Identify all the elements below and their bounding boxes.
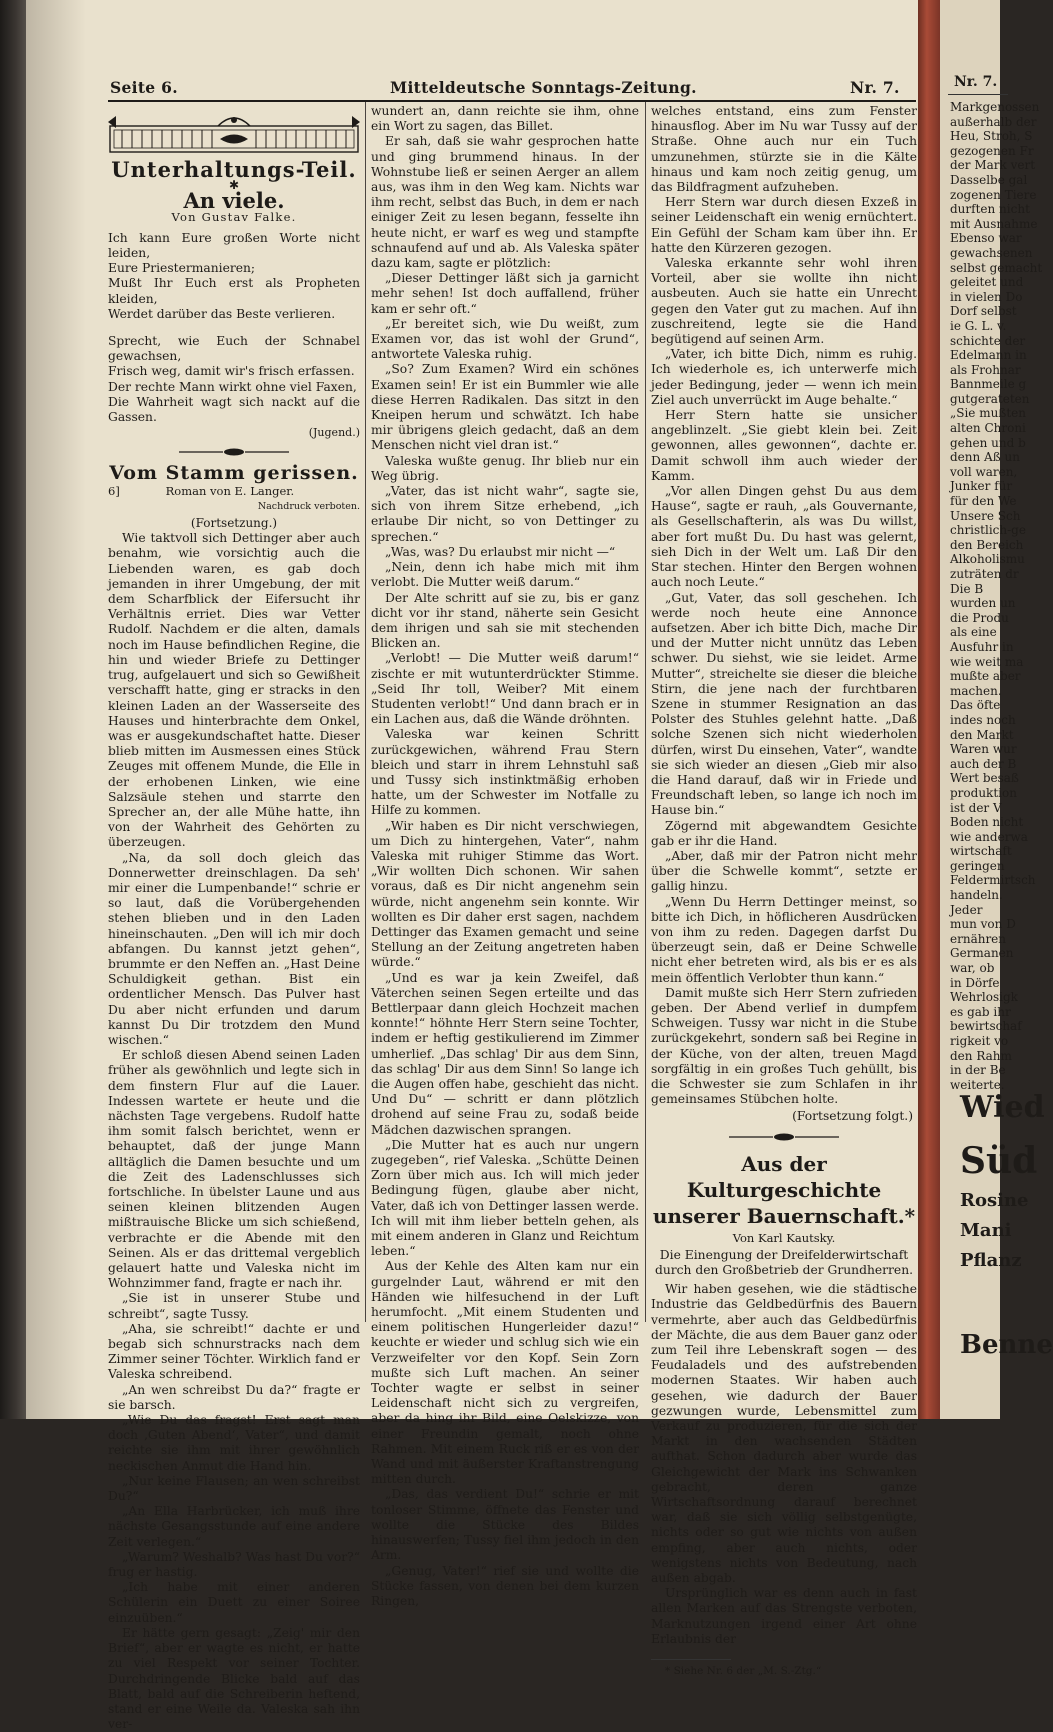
paragraph: „Vater, ich bitte Dich, nimm es ruhig. Ich wiederhole es, ich unterwerfe mich jeder Bedingung, jeder — wenn ich mein Ziel auch unverrückt im Auge behalte.“ bbox=[651, 347, 917, 407]
next-page-line: alten Chroni bbox=[950, 421, 1026, 436]
next-page-line: bewirtschaf bbox=[950, 1019, 1022, 1034]
poem-line: Mußt Ihr Euch erst als Propheten kleiden, bbox=[108, 276, 360, 306]
paragraph: „Vater, das ist nicht wahr“, sagte sie, sich von ihrem Sitze erhebend, „ich erlaube Dir nicht, so von Dettinger zu sprechen.“ bbox=[371, 484, 639, 544]
article-body bbox=[651, 1282, 917, 1647]
poem-stanza bbox=[108, 334, 360, 425]
next-page-line: als Frohnar bbox=[950, 362, 1021, 377]
novel-title: Vom Stamm gerissen. bbox=[109, 462, 359, 485]
next-page-line: ist der V bbox=[950, 800, 1002, 815]
novel-body-col3 bbox=[651, 104, 917, 1107]
next-page-line: Boden nicht bbox=[950, 815, 1024, 830]
next-page-line: ie G. L. v. bbox=[950, 318, 1007, 333]
next-page-line: Bannmeile g bbox=[950, 377, 1027, 392]
next-page-line: den Rahm bbox=[950, 1048, 1012, 1063]
paragraph: wundert an, dann reichte sie ihm, ohne ein Wort zu sagen, das Billet. bbox=[371, 104, 639, 134]
paragraph: „An wen schreibst Du da?“ fragte er sie barsch. bbox=[108, 1382, 360, 1412]
next-page-line: in Dörfe bbox=[950, 975, 1000, 990]
novel-body-col2 bbox=[371, 104, 639, 1609]
paragraph: Er sah, daß sie wahr gesprochen hatte und ging brummend hinaus. In der Wohnstube ließ er seinen Aerger an allem aus, was ihm in den Weg kam. Nichts war ihm recht, selbst das Buch, in dem er nach einiger Zeit zu lesen begann, fesselte ihn heute nicht, er warf es weg und stampfte schnaufend auf und ab. Als Valeska später dazu kam, sagte er plötzlich: bbox=[371, 134, 639, 271]
next-page-line: Heu, Stroh, S bbox=[950, 129, 1033, 144]
novel-byline bbox=[108, 484, 360, 499]
paragraph: „Was, was? Du erlaubst mir nicht —“ bbox=[385, 544, 616, 559]
next-page-line: schichte der bbox=[950, 333, 1026, 348]
paragraph: Aus der Kehle des Alten kam nur ein gurgelnder Laut, während er mit den Händen wie hilfesuchend in der Luft herumfocht. „Mit einem Studenten und einem politischen Hungerleider dazu!“ keuchte er wieder und schlug sich wie ein Verzweifelter vor den Kopf. Sein Zorn mußte sich Luft machen. An seiner Tochter wagte er selbst in seiner Leidenschaft nicht sich zu vergreifen, aber da hing ihr Bild, eine Oelskizze, von einer Freundin gemalt, noch ohne Rahmen. Mit einem Ruck riß er es von der Wand und mit äußerster Kraftanstrengung mitten durch. bbox=[371, 1259, 639, 1487]
next-page-ad-line: Mani bbox=[960, 1220, 1012, 1241]
next-page-line: produktion bbox=[950, 785, 1017, 800]
next-page-line: ernähren bbox=[950, 931, 1007, 946]
paragraph: „Sie ist in unserer Stube und schreibt“, sagte Tussy. bbox=[108, 1291, 360, 1321]
paragraph: Valeska erkannte sehr wohl ihren Vorteil, aber sie wollte ihn nicht ausbeuten. Auch sie hatte ein Unrecht gegen den Vater gut zu machen. Auf ihn zuschreitend, legte sie die Hand begütigend auf seinen Arm. bbox=[651, 256, 917, 347]
paragraph: Damit mußte sich Herr Stern zufrieden geben. Der Abend verlief in dumpfem Schweigen. Tussy war nicht in die Stube zurückgekehrt, sondern saß bei Regine in der Küche, von der alten, treuen Magd sorgfältig in ein großes Tuch gehüllt, bis die Schwester sie zum Schlafen in ihr gemeinsames Stübchen holte. bbox=[651, 985, 917, 1107]
page-number: Seite 6. bbox=[110, 78, 178, 97]
paragraph: „Warum? Weshalb? Was hast Du vor?“ frug er hastig. bbox=[108, 1549, 360, 1580]
section-title: Unterhaltungs-Teil. bbox=[111, 157, 357, 182]
article-subtitle: Die Einengung der Dreifelderwirtschaft durch den Großbetrieb der Grundherren. bbox=[654, 1247, 914, 1278]
paragraph: „Ich habe mit einer anderen Schülerin ein Duett zu einer Soiree einzuüben.“ bbox=[108, 1580, 360, 1625]
page-edge-strip bbox=[918, 0, 940, 1419]
next-page-line: zuträten dr bbox=[950, 567, 1019, 581]
paragraph: Ursprünglich war es denn auch in fast allen Marken auf das Strengste verboten, Marknutzungen irgend einer Art ohne Erlaubnis der bbox=[651, 1586, 917, 1646]
next-page-line: Ausfuhr in bbox=[950, 639, 1014, 654]
divider-ornament bbox=[729, 1133, 839, 1141]
next-page-line: handeln. bbox=[950, 888, 1003, 903]
continuation-label: (Fortsetzung.) bbox=[190, 516, 278, 531]
next-page-line: Germanen bbox=[950, 946, 1014, 961]
next-page-line: Die B bbox=[950, 581, 984, 596]
paragraph: „Verlobt! — Die Mutter weiß darum!“ zischte er mit wutunterdrückter Stimme. „Seid Ihr toll, Weiber? Mit einem Studenten verlobt!“ Und dann brach er in ein Lachen aus, daß die Wände dröhnten. bbox=[371, 651, 639, 727]
next-page-line: Markgenossen bbox=[950, 100, 1040, 114]
next-page-line: als eine bbox=[950, 625, 997, 640]
next-page-line: Wert besaß bbox=[950, 771, 1019, 786]
next-page-line: geringen bbox=[950, 858, 1005, 873]
installment-number: 6] bbox=[108, 483, 120, 498]
next-page-line: gezogenen Fr bbox=[950, 143, 1034, 158]
star-divider: ✱ bbox=[228, 178, 240, 193]
masthead-title: Mitteldeutsche Sonntags-Zeitung. bbox=[390, 78, 697, 97]
to-be-continued: (Fortsetzung folgt.) bbox=[792, 1109, 913, 1124]
next-page-line: den Markt bbox=[950, 727, 1014, 742]
paragraph: Zögernd mit abgewandtem Gesichte gab er ihr die Hand. bbox=[651, 818, 917, 848]
novel-author: Roman von E. Langer. bbox=[165, 483, 295, 498]
paragraph: „Nein, denn ich habe mich mit ihm verlobt. Die Mutter weiß darum.“ bbox=[371, 560, 639, 590]
next-page-line: geleitet und bbox=[950, 275, 1024, 290]
paragraph: „Aha, sie schreibt!“ dachte er und begab sich schnurstracks nach dem Zimmer seiner Töchter. Wirklich fand er Valeska schreibend. bbox=[108, 1321, 360, 1382]
paragraph: „Genug, Vater!“ rief sie und wollte die Stücke fassen, von denen bei dem kurzen Ringen, bbox=[371, 1563, 639, 1608]
next-page-line: zogenen Tiere bbox=[950, 187, 1037, 202]
next-page-line: „Sie mußten bbox=[950, 406, 1026, 421]
next-page-line: Feldermirtsch bbox=[950, 873, 1036, 888]
next-page-line: mun von D bbox=[950, 917, 1016, 932]
next-page-line: durften nicht bbox=[950, 202, 1030, 217]
paragraph: „Gut, Vater, das soll geschehen. Ich werde noch heute eine Annonce aufsetzen. Aber ich bitte Dich, mache Dir und der Mutter nicht unnütz das Leben schwer. Du siehst, wie sie leidet. Arme Mutter“, streichelte sie dieser die bleiche Stirn, die jene nach der furchtbaren Szene in stummer Resignation an das Polster des Stuhles gelehnt hatte. „Daß solche Szenen sich nicht wiederholen dürfen, wirst Du einsehen, Vater“, wandte sie sich wieder an diesen „Gieb mir also die Hand darauf, daß wir in Friede und Freundschaft leben, so lange ich noch im Hause bin.“ bbox=[651, 590, 917, 818]
poem-line: Eure Priestermanieren; bbox=[108, 261, 256, 276]
next-page-line: die Produ bbox=[950, 610, 1009, 625]
next-page-line: außerhalb der bbox=[950, 114, 1037, 129]
next-page-line: Dorf selbst bbox=[950, 304, 1017, 319]
poem-line: Frisch weg, damit wir's frisch erfassen. bbox=[108, 364, 355, 379]
reprint-notice: Nachdruck verboten. bbox=[257, 500, 360, 512]
paragraph: Er schloß diesen Abend seinen Laden früher als gewöhnlich und legte sich in dem finstern Flur auf die Lauer. Indessen wartete er heute und die nächsten Tage vergebens. Rudolf hatte ihm somit falsch berichtet, wenn er behauptet, daß der junge Mann alltäglich die Damen besuchte und um die Zeit des Ladenschlusses sich fortschliche. In übelster Laune und aus seinen kleinen blitzenden Augen mißtrauische Blicke um sich schießend, verbrachte er die Abende mit den Seinen. Als er das drittemal vergeblich gelauert hatte und Valeska nicht im Wohnzimmer fand, fragte er nach ihr. bbox=[108, 1048, 360, 1291]
column-1 bbox=[108, 104, 360, 1732]
paragraph: „Und es war ja kein Zweifel, daß Väterchen seinen Segen erteilte und das Bettlerpaar dann gleich Hochzeit machen konnte!“ höhnte Herr Stern seine Tochter, indem er heftig gestikulierend im Zimmer umherlief. „Das schlag' Dir aus dem Sinn, das schlag' Dir aus dem Sinn! So lange ich die Augen offen habe, geschieht das nicht. Und Du“ — schritt er dann plötzlich drohend auf seine Frau zu, sodaß beide Mädchen dazwischen sprangen. bbox=[371, 970, 639, 1137]
paragraph: „Er bereitet sich, wie Du weißt, zum Examen vor, das ist wohl der Grund“, antwortete Valeska ruhig. bbox=[371, 316, 639, 362]
poem-line: Werdet darüber das Beste verlieren. bbox=[108, 306, 336, 321]
paragraph: Der Alte schritt auf sie zu, bis er ganz dicht vor ihr stand, näherte sein Gesicht dem ihrigen und sah sie mit stechenden Blicken an. bbox=[371, 590, 639, 651]
next-page-fragment bbox=[940, 0, 1053, 1419]
paragraph: „Wie Du das fragst! Erst sagt man doch ‚Guten Abend‘, Vater“, und damit reichte sie ihm mit ihrer gewöhnlich neckischen Anmut die Hand hin. bbox=[108, 1413, 360, 1473]
poem-line: Ich kann Eure großen Worte nicht leiden, bbox=[108, 230, 360, 261]
paragraph: „Das, das verdient Du!“ schrie er mit tonloser Stimme, öffnete das Fenster und wollte die Stücke des Bildes hinauswerfen; Tussy fiel ihm jedoch in den Arm. bbox=[371, 1487, 639, 1563]
next-page-line: war, ob bbox=[950, 961, 995, 976]
next-page-line: Jeder bbox=[950, 902, 983, 917]
next-page-line: Waren wur bbox=[950, 742, 1017, 757]
next-page-line: christlich-ge bbox=[950, 523, 1026, 538]
next-page-line: gehen und b bbox=[950, 435, 1026, 450]
next-page-line: rigkeit vo bbox=[950, 1034, 1009, 1048]
divider-ornament bbox=[179, 448, 289, 456]
footnote-rule bbox=[651, 1659, 731, 1660]
next-page-line: in der Be bbox=[950, 1063, 1006, 1078]
next-page-line: in vielen Do bbox=[950, 289, 1023, 304]
next-page-line: gewachsenen bbox=[950, 245, 1033, 260]
column-3 bbox=[651, 104, 917, 1679]
article-author: Von Karl Kautsky. bbox=[732, 1230, 836, 1245]
paragraph: „Wenn Du Herrn Dettinger meinst, so bitte ich Dich, in höflicheren Ausdrücken von ihm zu reden. Dagegen darfst Du überzeugt sein, daß er Deine Schwelle nicht eher betreten wird, als bis er es als mein öffentlich Verlobter thun kann.“ bbox=[651, 894, 917, 985]
poem-author: Von Gustav Falke. bbox=[171, 209, 297, 224]
next-page-line: denn Aß un bbox=[950, 450, 1021, 465]
poem-title: An viele. bbox=[183, 188, 285, 214]
column-divider bbox=[365, 102, 366, 1322]
next-page-ad-line: Pflanz bbox=[960, 1250, 1022, 1271]
next-page-line: indes noch bbox=[950, 712, 1016, 727]
article-title: Aus der Kulturgeschichte unserer Bauernschaft.* bbox=[652, 1151, 916, 1228]
next-page-ad-line: Benne bbox=[960, 1330, 1053, 1360]
next-page-ad-line: Süd bbox=[960, 1140, 1038, 1182]
next-page-ad-line: Wied bbox=[960, 1090, 1045, 1125]
next-page-line: der Mark vert bbox=[950, 158, 1036, 173]
paragraph: „An Ella Harbrücker, ich muß ihre nächste Gesangsstunde auf eine andere Zeit verlegen.“ bbox=[108, 1504, 360, 1549]
next-page-line: selbst gemacht bbox=[950, 260, 1043, 275]
paragraph: Er hätte gern gesagt: „Zeig' mir den Brief“, aber er wagte es nicht, er hatte zu viel Respekt vor seiner Tochter. Durchdringende Blicke bald auf das Blatt, bald auf die Schreiberin heftend, stand er eine Weile da. Valeska sah ihn ver- bbox=[108, 1625, 360, 1732]
paragraph: Herr Stern war durch diesen Exzeß in seiner Leidenschaft ein wenig ernüchtert. Ein Gefühl der Scham kam über ihn. Er hatte den Kürzeren gezogen. bbox=[651, 195, 917, 255]
novel-body-col1 bbox=[108, 531, 360, 1732]
next-page-line: mit Ausnahme bbox=[950, 216, 1038, 231]
poem-line: Der rechte Mann wirkt ohne viel Faxen, bbox=[108, 379, 357, 394]
next-page-line: für den We bbox=[950, 494, 1017, 509]
next-page-line: wie anderwa bbox=[950, 829, 1028, 844]
next-page-rule bbox=[948, 94, 1008, 95]
next-page-line: auch der B bbox=[950, 756, 1017, 771]
next-page-line: Junker für bbox=[950, 479, 1013, 494]
next-page-line: wurden un bbox=[950, 596, 1016, 611]
paragraph: Valeska war keinen Schritt zurückgewichen, während Frau Stern bleich und starr in ihrem Lehnstuhl saß und Tussy sich instinktmäßig erhoben hatte, um der Schwester im Notfalle zu Hilfe zu kommen. bbox=[371, 727, 639, 818]
paragraph: „Dieser Dettinger läßt sich ja garnicht mehr sehen! Ist doch auffallend, früher kam er sehr oft.“ bbox=[371, 271, 639, 316]
next-page-line: Unsere Sch bbox=[950, 508, 1021, 523]
paragraph: „Vor allen Dingen gehst Du aus dem Hause“, sagte er rauh, „als Gouvernante, als Gesellschafterin, als was Du willst, aber fort mußt Du. Du hast was gelernt, sieh Dich in der Welt um. Laß Dir den Star stechen. Hinter den Bergen wohnen auch noch Leute.“ bbox=[651, 484, 917, 590]
paragraph: „Wir haben es Dir nicht verschwiegen, um Dich zu hintergehen, Vater“, nahm Valeska mit ruhiger Stimme das Wort. „Wir wollten Dich schonen. Wir sahen voraus, daß es Dir nicht angenehm sein würde, nicht angenehm sein konnte. Wir wollten es Dir daher erst sagen, nachdem Dettinger das Examen gemacht und seine Stellung an der Zeitung angetreten haben würde.“ bbox=[371, 818, 639, 970]
paragraph: „Aber, daß mir der Patron nicht mehr über die Schwelle kommt“, setzte er gallig hinzu. bbox=[651, 848, 917, 894]
next-page-line: Edelmann in bbox=[950, 348, 1027, 363]
next-page-number: Nr. 7. bbox=[954, 74, 998, 90]
issue-number: Nr. 7. bbox=[850, 78, 900, 97]
next-page-line: weiterte. bbox=[950, 1077, 1005, 1092]
next-page-line: mußte aber bbox=[950, 669, 1021, 684]
paragraph: „Nur keine Flausen; an wen schreibst Du?“ bbox=[108, 1473, 360, 1504]
header-rule bbox=[108, 100, 916, 102]
next-page-line: Das öfte bbox=[950, 698, 1001, 713]
paragraph: Wir haben gesehen, wie die städtische Industrie das Geldbedürfnis des Bauern vermehrte, aber auch das Geldbedürfnis der Mächte, die aus dem Bauer ganz oder zum Teil ihre Lebenskraft sogen — des Feudaladels und des aufstrebenden modernen Staates. Wir haben auch gesehen, wie dadurch der Bauer gezwungen wurde, Lebensmittel zum Verkauf zu produzieren, für die sich der Markt in den wachsenden Städten aufthat. Schon dadurch aber wurde das Gleichgewicht der Mark ins Schwanken gebracht, deren ganze Wirtschaftsordnung darauf berechnet war, daß sie sich völlig selbstgenügte, nichts oder so gut wie nichts von außen empfing, aber auch nichts, oder wenigstens nichts von Bedeutung, nach außen abgab. bbox=[651, 1282, 917, 1586]
next-page-line: gutgerateten bbox=[950, 391, 1030, 406]
next-page-line: Dasselbe gal bbox=[950, 172, 1028, 187]
paragraph: „Na, da soll doch gleich das Donnerwetter dreinschlagen. Da seh' mir einer die Lumpenbande!“ schrie er so laut, daß die Vorübergehenden stehen blieben und in den Laden hineinschauten. „Den will ich mir doch abfangen. Du kannst jetzt gehen“, brummte er den Neffen an. „Hast Deine Schuldigkeit gethan. Bist ein ordentlicher Mensch. Das Pulver hast Du aber nicht erfunden und darum kannst Du Dir trotzdem den Mund wischen.“ bbox=[108, 850, 360, 1047]
book-binding bbox=[0, 0, 26, 1419]
poem-line: Die Wahrheit wagt sich nackt auf die Gassen. bbox=[108, 394, 360, 425]
paragraph: Herr Stern hatte sie unsicher angeblinzelt. „Sie giebt klein bei. Zeit gewonnen, alles gewonnen“, dachte er. Damit schwoll ihm auch wieder der Kamm. bbox=[651, 408, 917, 483]
next-page-line: den Bereich bbox=[950, 537, 1024, 552]
footnote: * Siehe Nr. 6 der „M. S.-Ztg.“ bbox=[665, 1665, 822, 1678]
poem-line: Sprecht, wie Euch der Schnabel gewachsen, bbox=[108, 334, 360, 364]
next-page-line: voll waren, bbox=[950, 464, 1018, 479]
next-page-line: wirtschaft bbox=[950, 844, 1012, 859]
paragraph: welches entstand, eins zum Fenster hinausflog. Aber im Nu war Tussy auf der Straße. Ohne auch nur ein Tuch umzunehmen, stürzte sie in die Kälte hinaus und kam noch zeitig genug, um das Bildfragment aufzuheben. bbox=[651, 104, 917, 195]
next-page-line: es gab ihr bbox=[950, 1004, 1011, 1019]
poem-source: (Jugend.) bbox=[308, 426, 360, 440]
poem-stanza bbox=[108, 231, 360, 322]
paragraph: Valeska wußte genug. Ihr blieb nur ein Weg übrig. bbox=[371, 453, 639, 483]
next-page-line: wie weit ma bbox=[950, 654, 1024, 669]
column-divider bbox=[645, 102, 646, 1322]
section-ornament bbox=[108, 112, 360, 156]
next-page-line: Alkoholismu bbox=[950, 552, 1025, 567]
paragraph: „Die Mutter hat es auch nur ungern zugegeben“, rief Valeska. „Schütte Deinen Zorn über mich aus. Ich will mich jeder Bedingung fügen, glaube aber nicht, Vater, daß ich von Dettinger lassen werde. Ich will mit ihm lieber betteln gehen, als mit einem anderen in Glanz und Reichtum leben.“ bbox=[371, 1137, 639, 1259]
paragraph: „So? Zum Examen? Wird ein schönes Examen sein! Er ist ein Bummler wie alle diese Herren Radikalen. Das sitzt in den Kneipen herum und schwätzt. Ich habe mir übrigens gleich gedacht, daß an dem Menschen nicht viel dran ist.“ bbox=[371, 362, 639, 453]
next-page-text-lines bbox=[950, 100, 1042, 1092]
paragraph: Wie taktvoll sich Dettinger aber auch benahm, wie vorsichtig auch die Liebenden waren, es gab doch jemanden in ihrer Umgebung, der mit dem Scharfblick der Eifersucht ihr Verhältnis erriet. Dies war Vetter Rudolf. Nachdem er die alten, damals noch im Hause befindlichen Regine, die hin und wieder Briefe zu Dettinger trug, aufgelauert und sich so Gewißheit verschafft hatte, ging er stracks in den kleinen Laden an der Wasserseite des Hauses und hinterbrachte dem Onkel, was er ausgekundschaftet hatte. Dieser blieb mitten im Ausmessen eines Stück Zeuges mit offenem Munde, die Elle in der erhobenen Linken, wie eine Salzsäule stehen und starrte den Sprecher an, der alle Mühe hatte, ihn von der Wahrheit des Gehörten zu überzeugen. bbox=[108, 531, 360, 850]
next-page-line: Ebenso war bbox=[950, 231, 1022, 246]
column-2 bbox=[371, 104, 639, 1609]
gutter-shadow bbox=[26, 0, 86, 1419]
next-page-ad-line: Rosine bbox=[960, 1190, 1029, 1211]
next-page-line: Wehrlosigk bbox=[950, 990, 1018, 1005]
next-page-line: machen. bbox=[950, 683, 1002, 698]
